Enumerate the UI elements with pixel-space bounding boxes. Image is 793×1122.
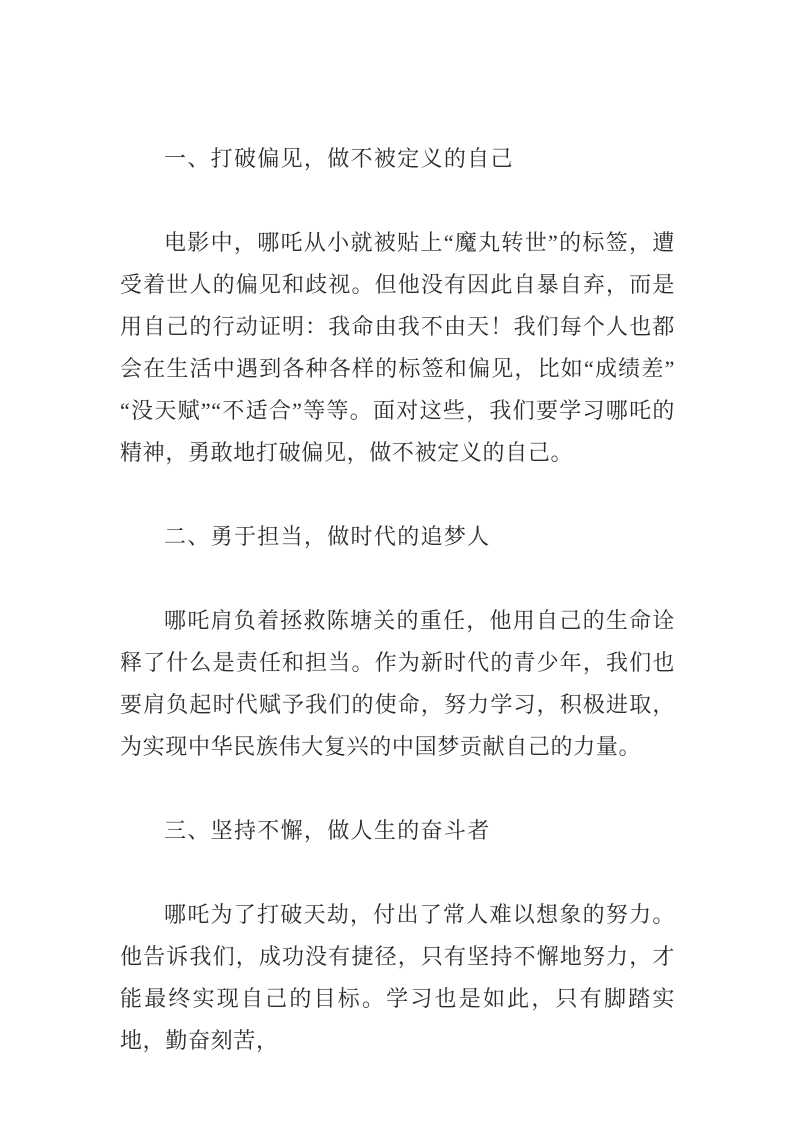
section-heading-2: 二、勇于担当，做时代的追梦人 — [164, 524, 491, 549]
section-paragraph-3: 哪吒为了打破天劫，付出了常人难以想象的努力。他告诉我们，成功没有捷径，只有坚持不懈地努力，才能最终实现自己的目标。学习也是如此，只有脚踏实地，勤奋刻苦， — [120, 902, 675, 1053]
section-paragraph-1: 电影中，哪吒从小就被贴上“魔丸转世”的标签，遭受着世人的偏见和歧视。但他没有因此自暴自弃，而是用自己的行动证明：我命由我不由天！我们每个人也都会在生活中遇到各种各样的标签和偏见，比如“成绩差”“没天赋”“不适合”等等。面对这些，我们要学习哪吒的精神，勇敢地打破偏见，做不被定义的自己。 — [120, 230, 675, 465]
section-persevere — [120, 810, 675, 1062]
section-heading-1: 一、打破偏见，做不被定义的自己 — [164, 146, 514, 171]
section-paragraph-2: 哪吒肩负着拯救陈塘关的重任，他用自己的生命诠释了什么是责任和担当。作为新时代的青少年，我们也要肩负起时代赋予我们的使命，努力学习，积极进取，为实现中华民族伟大复兴的中国梦贡献自己的力量。 — [120, 608, 675, 759]
section-break-prejudice — [120, 138, 675, 474]
section-take-responsibility — [120, 516, 675, 768]
section-heading-3: 三、坚持不懈，做人生的奋斗者 — [164, 818, 491, 843]
